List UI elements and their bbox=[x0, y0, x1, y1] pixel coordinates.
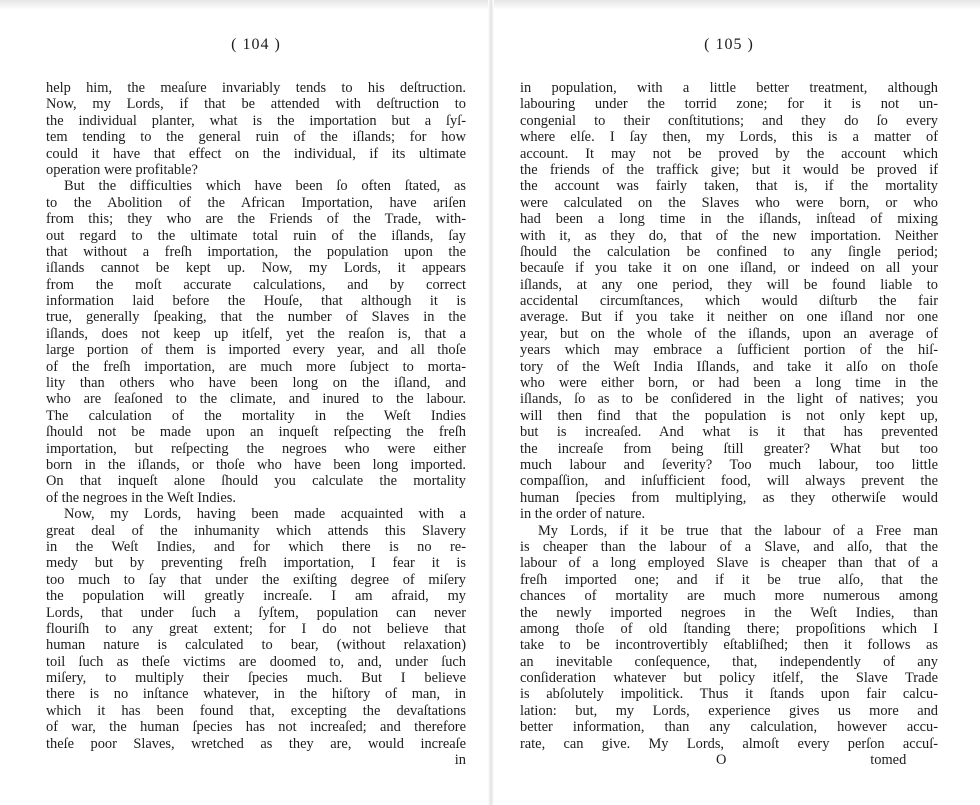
text-line: rate, can give. My Lords, almoſt every perſon accuſ- bbox=[520, 735, 938, 752]
text-line: years which may embrace a ſufficient portion of the hiſ- bbox=[520, 342, 938, 359]
right-page-number: ( 105 ) bbox=[704, 36, 754, 53]
text-line: among thoſe of old ſtanding there; propoſitions which I bbox=[520, 620, 938, 637]
text-line: information laid before the Houſe, that although it is bbox=[46, 293, 466, 310]
text-line: conſideration whatever but policy itſelf, the Slave Trade bbox=[520, 670, 938, 687]
text-line: The calculation of the mortality in the Weſt Indies bbox=[46, 407, 466, 424]
left-page-number: ( 104 ) bbox=[231, 36, 281, 53]
text-line: operation were profitable? bbox=[46, 161, 198, 178]
text-line: is cheaper than the labour of a Slave, and alſo, that the bbox=[520, 538, 938, 555]
text-line: tory of the Weſt India Iſlands, and take it alſo on thoſe bbox=[520, 358, 938, 375]
text-line: but is increaſed. And what is it that has prevented bbox=[520, 424, 938, 441]
text-line: average. But if you take it neither on one iſland nor one bbox=[520, 309, 938, 326]
text-line: importation, but reſpecting the negroes who were either bbox=[46, 440, 466, 457]
text-line: from the moſt accurate calculations, and by correct bbox=[46, 276, 466, 293]
text-line: iſlands, does not keep up itſelf, yet the reaſon is, that a bbox=[46, 325, 466, 342]
text-line: On that inqueſt alone ſhould you calculate the mortality bbox=[46, 473, 466, 490]
text-line: true, generally ſpeaking, that the number of Slaves in the bbox=[46, 309, 466, 326]
text-line: labouring under the torrid zone; for it is not un- bbox=[520, 96, 938, 113]
text-line: flouriſh to any great extent; for I do not believe that bbox=[46, 620, 466, 637]
text-line: human ſpecies from multiplying, as they otherwiſe would bbox=[520, 489, 938, 506]
text-line: iſlands, ſo as to be conſidered in the light of natives; you bbox=[520, 391, 938, 408]
text-line: help him, the meaſure invariably tends to his deſtruction. bbox=[46, 80, 466, 96]
text-line: had been a long time in the iſlands, inſtead of mixing bbox=[520, 211, 938, 228]
text-line: My Lords, if it be true that the labour of a Free man bbox=[538, 522, 938, 539]
text-line: with it, as they do, that of the new importation. Neither bbox=[520, 227, 938, 244]
text-line: medy but by preventing freſh importation, I fear it is bbox=[46, 555, 466, 572]
text-line: of the freſh importation, are much more ſubject to morta- bbox=[46, 358, 466, 375]
text-line: in the order of nature. bbox=[520, 506, 646, 523]
text-line: to the Abolition of the African Importation, have ariſen bbox=[46, 194, 466, 211]
text-line: the account was fairly taken, that is, if the mortality bbox=[520, 178, 938, 195]
right-page-text bbox=[520, 80, 938, 768]
text-line: of war, the human ſpecies has not increaſed; and therefore bbox=[46, 719, 466, 736]
text-line: born in the iſlands, or thoſe who have been long imported. bbox=[46, 456, 466, 473]
text-line: tem tending to the general ruin of the iſlands; for how bbox=[46, 129, 466, 146]
text-line: congenial to their conſtitutions; and they do ſo every bbox=[520, 112, 938, 129]
text-line: in bbox=[454, 752, 466, 769]
text-line: were calculated on the Slaves who were born, or who bbox=[520, 194, 938, 211]
text-line: ſhould the calculation be confined to any ſingle period; bbox=[520, 243, 938, 260]
text-line: who were either born, or had been a long time in the bbox=[520, 375, 938, 392]
text-line: out regard to the ultimate total ruin of the iſlands, ſay bbox=[46, 227, 466, 244]
text-line: great deal of the inhumanity which attends this Slavery bbox=[46, 522, 466, 539]
text-line: of the negroes in the Weſt Indies. bbox=[46, 489, 237, 506]
text-line: the population will greatly increaſe. I am afraid, my bbox=[46, 588, 466, 605]
text-line: ſhould not be made upon an inqueſt reſpecting the freſh bbox=[46, 424, 466, 441]
text-line: year, but on the whole of the iſlands, upon an average of bbox=[520, 325, 938, 342]
text-line: lation: but, my Lords, experience gives us more and bbox=[520, 702, 938, 719]
text-line: better information, than any calculation, however accu- bbox=[520, 719, 938, 736]
text-line: O tomed bbox=[716, 752, 907, 769]
left-page-text bbox=[46, 80, 466, 768]
text-line: miſery, to multiply their ſpecies much. But I believe bbox=[46, 670, 466, 687]
text-line: the increaſe from being ſtill greater? What but too bbox=[520, 440, 938, 457]
text-line: the newly imported negroes in the Weſt Indies, than bbox=[520, 604, 938, 621]
text-line: becauſe if you take it on one iſland, or indeed on all your bbox=[520, 260, 938, 277]
text-line: accidental circumſtances, which would diſturb the fair bbox=[520, 293, 938, 310]
text-line: compaſſion, and inſufficient food, will always prevent the bbox=[520, 473, 938, 490]
text-line: the individual planter, what is the importation but a ſyſ- bbox=[46, 112, 466, 129]
text-line: an inevitable conſequence, that, independently of any bbox=[520, 653, 938, 670]
text-line: take to be incontrovertibly eſtabliſhed; then it follows as bbox=[520, 637, 938, 654]
text-line: too much to ſay that under the exiſting degree of miſery bbox=[46, 571, 466, 588]
text-line: human nature is calculated to bear, (without relaxation) bbox=[46, 637, 466, 654]
text-line: large portion of them is imported every year, and all thoſe bbox=[46, 342, 466, 359]
text-line: in population, with a little better treatment, although bbox=[520, 80, 938, 96]
text-line: there is no inſtance whatever, in the hiſtory of man, in bbox=[46, 686, 466, 703]
text-line: who are ſeaſoned to the climate, and inured to the labour. bbox=[46, 391, 466, 408]
text-line: from this; they who are the Friends of the Trade, with- bbox=[46, 211, 466, 228]
text-line: in the Weſt Indies, and for which there is no re- bbox=[46, 538, 466, 555]
text-line: account. It may not be proved by the account which bbox=[520, 145, 938, 162]
text-line: much labour and ſeverity? Too much labour, too little bbox=[520, 456, 938, 473]
text-line: But the difficulties which have been ſo often ſtated, as bbox=[64, 178, 466, 195]
text-line: will then find that the population is not only kept up, bbox=[520, 407, 938, 424]
text-line: that without a freſh importation, the population upon the bbox=[46, 243, 466, 260]
text-line: labour of a long employed Slave is cheaper than that of a bbox=[520, 555, 938, 572]
text-line: chances of mortality are much more numerous among bbox=[520, 588, 938, 605]
text-line: Lords, that under ſuch a ſyſtem, population can never bbox=[46, 604, 466, 621]
text-line: the friends of the traffick give; but it would be proved if bbox=[520, 161, 938, 178]
text-line: Now, my Lords, having been made acquainted with a bbox=[64, 506, 466, 523]
text-line: iſlands, at any one period, they will be found liable to bbox=[520, 276, 938, 293]
text-line: which it has been found that, excepting the devaſtations bbox=[46, 702, 466, 719]
text-line: where elſe. I ſay then, my Lords, this is a matter of bbox=[520, 129, 938, 146]
text-line: iſlands cannot be kept up. Now, my Lords, it appears bbox=[46, 260, 466, 277]
text-line: is abſolutely impolitick. Thus it ſtands upon fair calcu- bbox=[520, 686, 938, 703]
text-line: theſe poor Slaves, wretched as they are, would increaſe bbox=[46, 735, 466, 752]
text-line: could it have that effect on the individual, if its ultimate bbox=[46, 145, 466, 162]
text-line: Now, my Lords, if that be attended with deſtruction to bbox=[46, 96, 466, 113]
text-line: freſh imported one; and if it be true alſo, that the bbox=[520, 571, 938, 588]
text-line: toil ſuch as theſe victims are doomed to, and, under ſuch bbox=[46, 653, 466, 670]
text-line: lity than others who have been long on the iſland, and bbox=[46, 375, 466, 392]
book-gutter bbox=[488, 0, 494, 805]
